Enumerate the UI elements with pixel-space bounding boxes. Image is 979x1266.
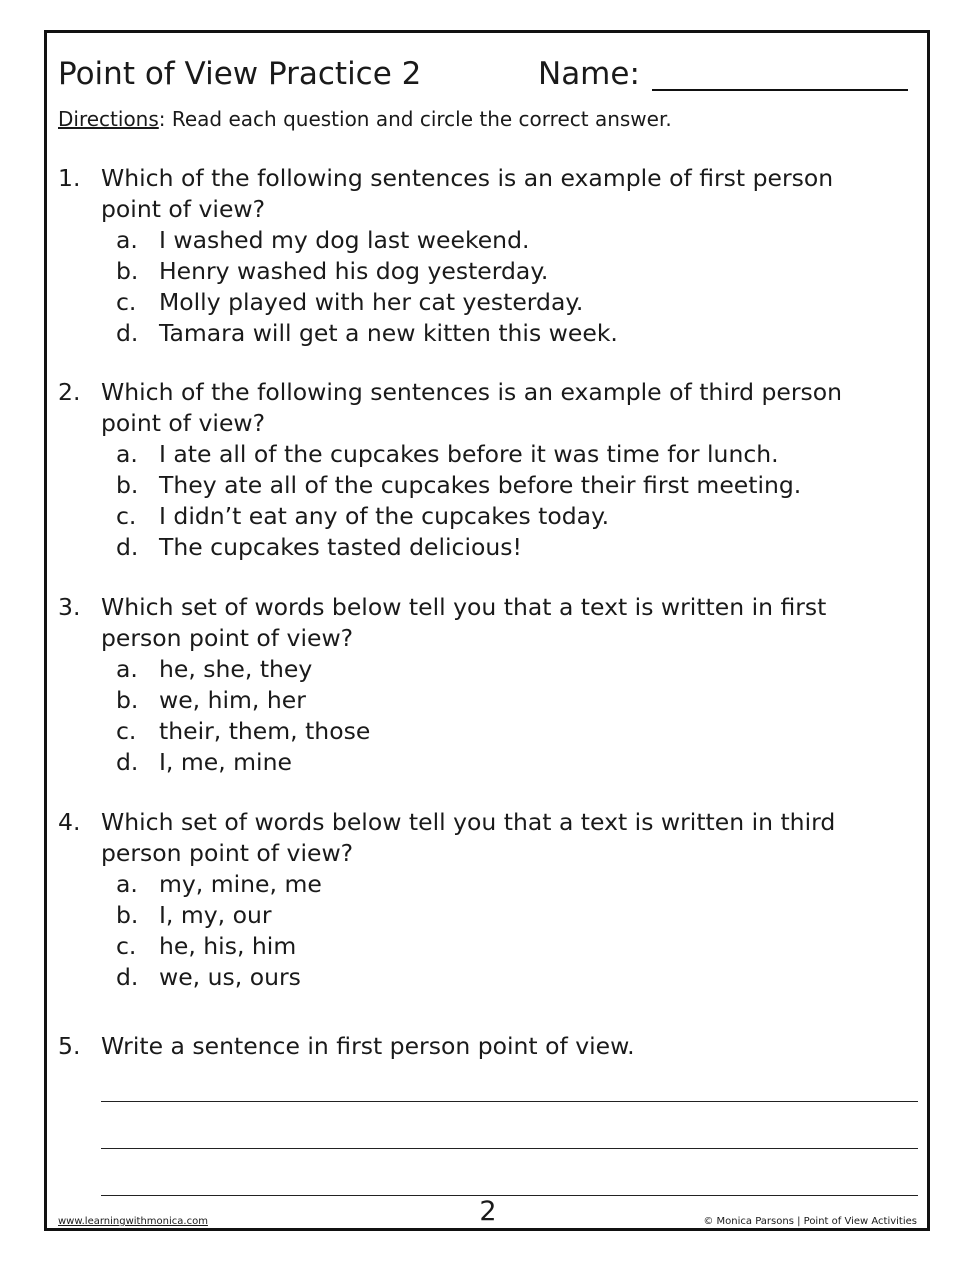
answer-option[interactable] [116,962,876,993]
option-text: he, she, they [159,655,313,683]
directions [58,106,672,132]
option-letter: a. [116,440,138,468]
question-text: Which set of words below tell you that a text is written in third person point of view? [101,808,836,867]
option-text: The cupcakes tasted delicious! [159,533,522,561]
answer-option[interactable] [116,900,876,931]
answer-option[interactable] [116,256,876,287]
answer-options [116,654,876,778]
option-letter: a. [116,226,138,254]
option-text: we, him, her [159,686,306,714]
option-letter: d. [116,533,139,561]
option-letter: b. [116,471,139,499]
question-number: 3. [58,593,81,621]
option-letter: a. [116,655,138,683]
worksheet-header [58,54,918,98]
answer-option[interactable] [116,470,876,501]
question-number: 4. [58,808,81,836]
page-title: Point of View Practice 2 [58,56,422,92]
question-text: Which of the following sentences is an example of third person point of view? [101,378,843,437]
writing-line[interactable] [101,1101,918,1102]
name-answer-line[interactable] [652,89,908,91]
question-text: Write a sentence in first person point of view. [101,1032,635,1060]
directions-text: : Read each question and circle the correct answer. [158,107,672,131]
option-text: Tamara will get a new kitten this week. [159,319,618,347]
option-letter: d. [116,319,139,347]
writing-line[interactable] [101,1148,918,1149]
answer-option[interactable] [116,654,876,685]
answer-option[interactable] [116,501,876,532]
option-text: their, them, those [159,717,371,745]
option-text: my, mine, me [159,870,322,898]
option-text: I ate all of the cupcakes before it was time for lunch. [159,440,779,468]
option-letter: b. [116,686,139,714]
answer-options [116,439,876,563]
option-text: I, me, mine [159,748,292,776]
option-letter: c. [116,288,137,316]
question-number: 1. [58,164,81,192]
option-text: we, us, ours [159,963,301,991]
option-letter: c. [116,932,137,960]
option-letter: a. [116,870,138,898]
option-text: he, his, him [159,932,297,960]
question-text: Which set of words below tell you that a text is written in first person point of view? [101,593,827,652]
option-letter: d. [116,963,139,991]
option-letter: d. [116,748,139,776]
answer-option[interactable] [116,685,876,716]
option-text: Molly played with her cat yesterday. [159,288,584,316]
answer-option[interactable] [116,869,876,900]
answer-option[interactable] [116,931,876,962]
name-label: Name: [538,56,640,92]
option-text: Henry washed his dog yesterday. [159,257,549,285]
answer-option[interactable] [116,532,876,563]
answer-options [116,225,876,349]
option-letter: c. [116,717,137,745]
option-text: I washed my dog last weekend. [159,226,530,254]
option-letter: c. [116,502,137,530]
answer-option[interactable] [116,287,876,318]
option-text: I didn’t eat any of the cupcakes today. [159,502,610,530]
answer-options [116,869,876,993]
question-text: Which of the following sentences is an example of first person point of view? [101,164,834,223]
answer-option[interactable] [116,716,876,747]
answer-option[interactable] [116,318,876,349]
option-letter: b. [116,257,139,285]
answer-option[interactable] [116,747,876,778]
directions-label: Directions [58,107,159,131]
question-number: 2. [58,378,81,406]
page-number: 2 [479,1196,497,1227]
option-text: I, my, our [159,901,272,929]
option-letter: b. [116,901,139,929]
answer-option[interactable] [116,439,876,470]
option-text: They ate all of the cupcakes before their first meeting. [159,471,802,499]
question-number: 5. [58,1032,81,1060]
copyright-notice: © Monica Parsons | Point of View Activities [703,1216,917,1227]
answer-option[interactable] [116,225,876,256]
website-link[interactable]: www.learningwithmonica.com [58,1216,208,1227]
